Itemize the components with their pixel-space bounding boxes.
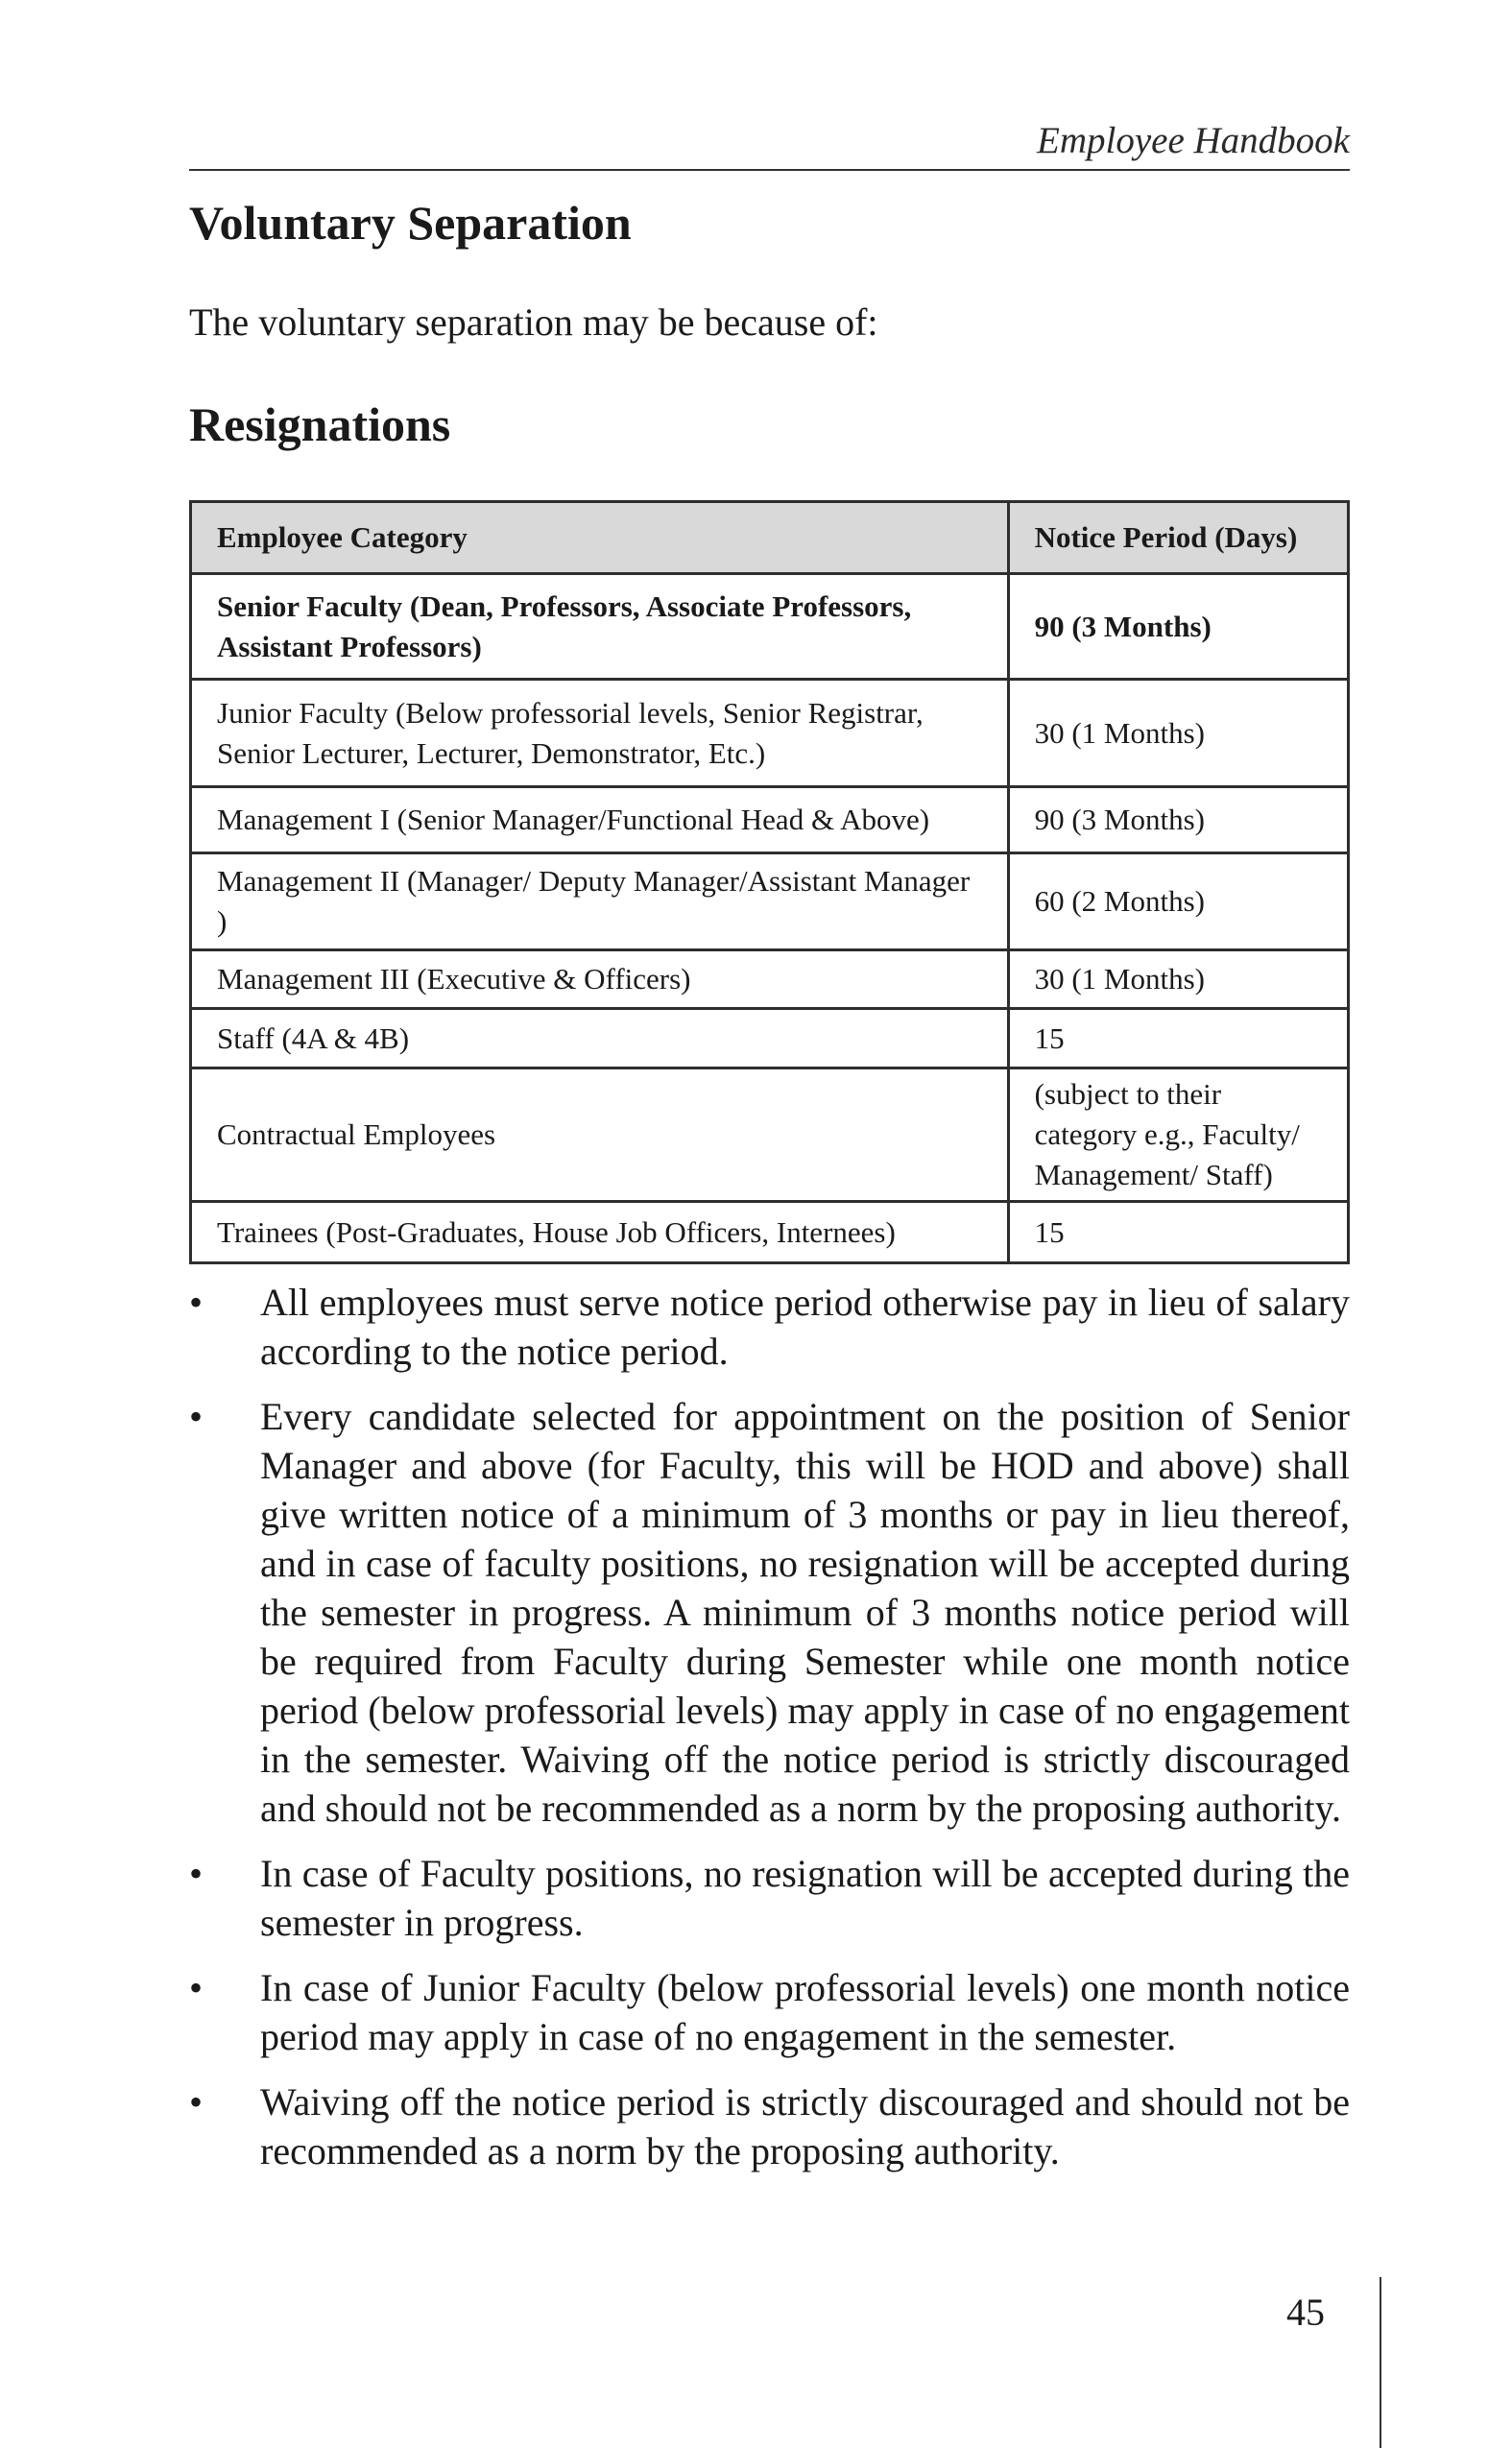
bullet-marker: • bbox=[189, 2080, 204, 2124]
category-cell: Senior Faculty (Dean, Professors, Associate Professors, Assistant Professors) bbox=[191, 574, 1009, 680]
bullet-text: In case of Junior Faculty (below professorial levels) one month notice period may apply in case of no engagement in the semester. bbox=[260, 1966, 1350, 2058]
bullet-marker: • bbox=[189, 1966, 204, 2009]
page-number: 45 bbox=[1286, 2291, 1325, 2334]
category-cell: Management III (Executive & Officers) bbox=[191, 950, 1009, 1009]
table-row bbox=[191, 950, 1349, 1009]
table-row bbox=[191, 574, 1349, 680]
notice-cell: (subject to their category e.g., Faculty/ Management/ Staff) bbox=[1008, 1068, 1348, 1202]
list-item bbox=[189, 1392, 1350, 1833]
list-item bbox=[189, 1849, 1350, 1947]
bullet-text: In case of Faculty positions, no resignation will be accepted during the semester in progress. bbox=[260, 1852, 1350, 1944]
category-cell: Management II (Manager/ Deputy Manager/Assistant Manager ) bbox=[191, 853, 1009, 950]
category-cell: Trainees (Post-Graduates, House Job Officers, Internees) bbox=[191, 1202, 1009, 1263]
category-cell: Contractual Employees bbox=[191, 1068, 1009, 1202]
table-row bbox=[191, 1009, 1349, 1068]
notice-period-table bbox=[189, 500, 1350, 1264]
table-header-row bbox=[191, 502, 1349, 574]
running-header-title: Employee Handbook bbox=[1037, 120, 1350, 161]
category-cell: Staff (4A & 4B) bbox=[191, 1009, 1009, 1068]
table-row bbox=[191, 1202, 1349, 1263]
table-row bbox=[191, 680, 1349, 787]
column-header-notice: Notice Period (Days) bbox=[1008, 502, 1348, 574]
notice-cell: 30 (1 Months) bbox=[1008, 950, 1348, 1009]
bullet-marker: • bbox=[189, 1852, 204, 1895]
list-item bbox=[189, 2077, 1350, 2175]
subsection-title: Resignations bbox=[189, 397, 451, 451]
category-cell: Management I (Senior Manager/Functional Head & Above) bbox=[191, 787, 1009, 853]
notice-cell: 90 (3 Months) bbox=[1008, 574, 1348, 680]
column-header-category: Employee Category bbox=[191, 502, 1009, 574]
list-item bbox=[189, 1963, 1350, 2061]
margin-rule bbox=[1380, 2277, 1381, 2448]
section-title: Voluntary Separation bbox=[189, 196, 632, 250]
notice-cell: 30 (1 Months) bbox=[1008, 680, 1348, 787]
notice-cell: 15 bbox=[1008, 1202, 1348, 1263]
table-row bbox=[191, 787, 1349, 853]
list-item bbox=[189, 1278, 1350, 1376]
notice-cell: 90 (3 Months) bbox=[1008, 787, 1348, 853]
bullet-text: Every candidate selected for appointment on the position of Senior Manager and above (for Faculty, this will be HOD and above) shall give written notice of a minimum of 3 months or pay in lieu thereof, and in case of faculty positions, no resignation will be accepted during the semester in progress. A minimum of 3 months notice period will be required from Faculty during Semester while one month notice period (below professorial levels) may apply in case of no engagement in the semester. Waiving off the notice period is strictly discouraged and should not be recommended as a norm by the proposing authority. bbox=[260, 1395, 1350, 1830]
notice-cell: 60 (2 Months) bbox=[1008, 853, 1348, 950]
policy-bullet-list bbox=[189, 1278, 1350, 2192]
notice-cell: 15 bbox=[1008, 1009, 1348, 1068]
bullet-marker: • bbox=[189, 1281, 204, 1324]
running-header bbox=[189, 115, 1350, 171]
bullet-text: All employees must serve notice period otherwise pay in lieu of salary according to the notice period. bbox=[260, 1281, 1350, 1373]
bullet-text: Waiving off the notice period is strictly discouraged and should not be recommended as a norm by the proposing authority. bbox=[260, 2080, 1350, 2172]
table-row bbox=[191, 1068, 1349, 1202]
bullet-marker: • bbox=[189, 1395, 204, 1438]
table-row bbox=[191, 853, 1349, 950]
section-intro: The voluntary separation may be because of: bbox=[189, 300, 878, 344]
category-cell: Junior Faculty (Below professorial levels, Senior Registrar, Senior Lecturer, Lecturer, Demonstrator, Etc.) bbox=[191, 680, 1009, 787]
